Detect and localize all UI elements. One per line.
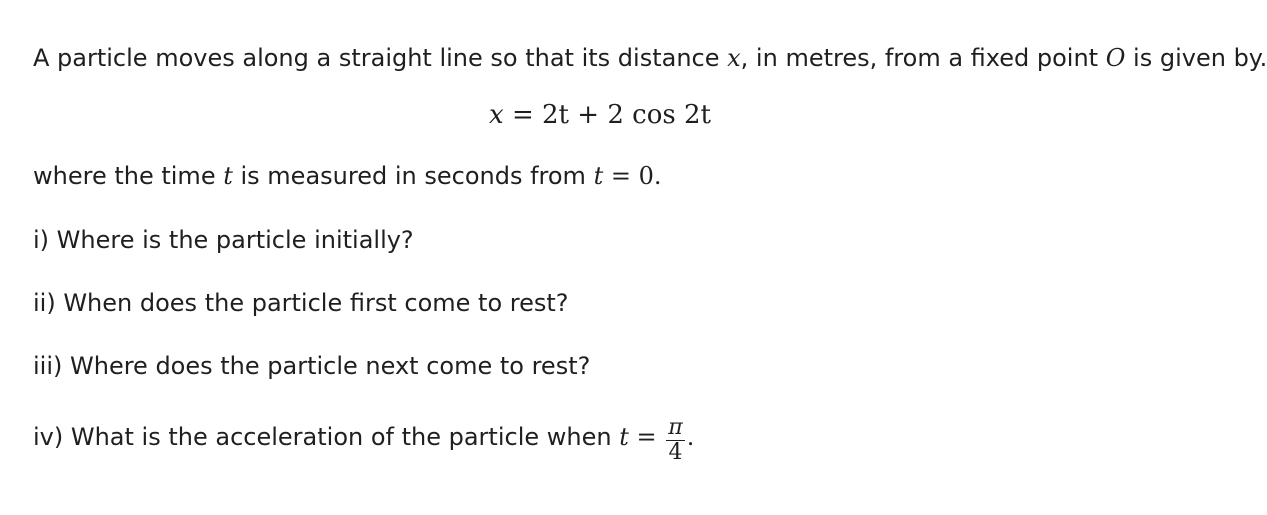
intro-text-1: A particle moves along a straight line so that its distance — [33, 44, 728, 72]
intro-text-3: is given by. — [1125, 44, 1267, 72]
question-3 — [33, 350, 590, 382]
intro-paragraph — [33, 42, 1267, 74]
question-3-text: iii) Where does the particle next come to rest? — [33, 352, 591, 380]
equation-rhs: = 2t + 2 cos 2t — [503, 100, 711, 130]
question-4 — [33, 410, 694, 464]
equation-lhs: x — [489, 100, 504, 130]
time-text-2: is measured in seconds from — [232, 162, 594, 190]
variable-t: t — [223, 162, 233, 190]
point-o: O — [1105, 44, 1126, 72]
question-1 — [33, 224, 414, 256]
pi-over-4-fraction — [666, 416, 684, 465]
question-4-period: . — [686, 423, 695, 451]
time-definition — [33, 160, 661, 192]
question-1-text: i) Where is the particle initially? — [33, 226, 414, 254]
variable-x: x — [727, 44, 741, 72]
question-4-text: iv) What is the acceleration of the particle when — [33, 423, 620, 451]
distance-equation — [0, 98, 1200, 132]
question-4-variable-t: t — [619, 423, 629, 451]
fraction-numerator: π — [668, 414, 683, 440]
variable-t-2: t — [593, 162, 604, 190]
intro-text-2: , in metres, from a fixed point — [740, 44, 1106, 72]
time-zero: = 0. — [603, 162, 662, 190]
question-4-equals: = — [628, 423, 665, 451]
fraction-denominator: 4 — [668, 439, 683, 465]
question-2-text: ii) When does the particle first come to rest? — [33, 289, 569, 317]
question-2 — [33, 287, 569, 319]
time-text-1: where the time — [33, 162, 224, 190]
